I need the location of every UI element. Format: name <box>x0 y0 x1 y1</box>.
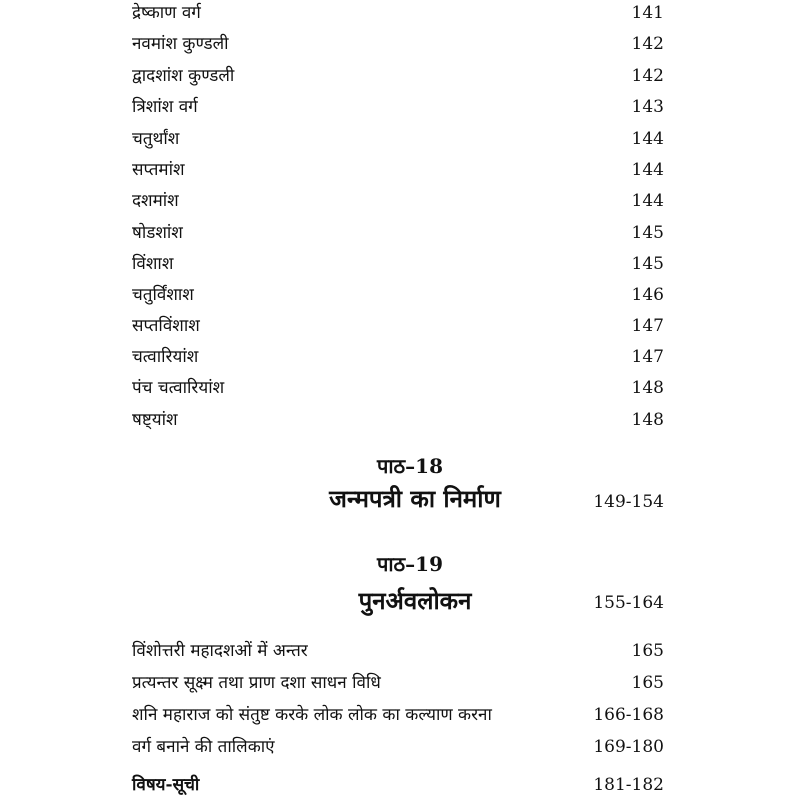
toc-entry <box>132 346 664 368</box>
toc-entry-page: 146 <box>631 285 664 305</box>
toc-entry-title: प्रत्यन्तर सूक्ष्म तथा प्राण दशा साधन विधि <box>132 673 381 693</box>
toc-entry <box>132 2 664 24</box>
toc-entry-page: 148 <box>631 410 664 430</box>
toc-entry-title: पंच चत्वारियांश <box>132 378 225 398</box>
toc-entry <box>132 33 664 55</box>
toc-entry-page: 148 <box>631 378 664 398</box>
toc-entry-title: विंशाश <box>132 254 174 274</box>
toc-entry <box>132 409 664 431</box>
toc-entry-title: वर्ग बनाने की तालिकाएं <box>132 737 275 757</box>
toc-entry <box>132 284 664 306</box>
toc-entry-page: 147 <box>631 316 664 336</box>
toc-entry-page: 181-182 <box>593 775 664 795</box>
toc-entry-title: द्वादशांश कुण्डली <box>132 66 235 86</box>
toc-entry <box>132 253 664 275</box>
toc-entry-page: 144 <box>631 129 664 149</box>
toc-entry <box>132 222 664 244</box>
chapter-page-range: 155-164 <box>593 593 664 613</box>
toc-entry-page: 142 <box>631 66 664 86</box>
toc-entry-title: त्रिशांश वर्ग <box>132 97 198 117</box>
toc-entry-index <box>132 774 664 796</box>
toc-entry <box>132 315 664 337</box>
toc-entry-page: 147 <box>631 347 664 367</box>
toc-entry-title: दशमांश <box>132 191 179 211</box>
toc-entry-page: 143 <box>631 97 664 117</box>
toc-entry-page: 142 <box>631 34 664 54</box>
toc-entry <box>132 640 664 662</box>
toc-entry-title: द्रेष्काण वर्ग <box>132 3 201 23</box>
toc-entry-title: चतुर्विंशाश <box>132 285 194 305</box>
toc-entry-page: 165 <box>631 641 664 661</box>
toc-entry-page: 166-168 <box>593 705 664 725</box>
chapter-number: पाठ–18 <box>377 454 443 478</box>
toc-entry <box>132 704 664 726</box>
toc-entry-page: 169-180 <box>593 737 664 757</box>
toc-entry-title: षष्ट्यांश <box>132 410 178 430</box>
toc-entry-title: चतुर्थांश <box>132 129 180 149</box>
toc-entry-title: विंशोत्तरी महादशओं में अन्तर <box>132 641 308 661</box>
toc-entry <box>132 128 664 150</box>
toc-entry <box>132 96 664 118</box>
toc-entry-title: विषय-सूची <box>132 775 200 795</box>
toc-entry-page: 144 <box>631 191 664 211</box>
toc-entry-title: सप्तविंशाश <box>132 316 200 336</box>
toc-entry-page: 145 <box>631 254 664 274</box>
toc-entry <box>132 377 664 399</box>
toc-entry <box>132 65 664 87</box>
toc-entry <box>132 159 664 181</box>
toc-entry-title: षोडशांश <box>132 223 183 243</box>
chapter-page-range: 149-154 <box>593 492 664 512</box>
toc-entry <box>132 736 664 758</box>
toc-entry-page: 145 <box>631 223 664 243</box>
toc-entry-title: शनि महाराज को संतुष्ट करके लोक लोक का कल्याण करना <box>132 705 492 725</box>
toc-entry <box>132 672 664 694</box>
toc-entry-page: 144 <box>631 160 664 180</box>
chapter-number: पाठ–19 <box>377 552 443 576</box>
toc-entry-title: सप्तमांश <box>132 160 185 180</box>
chapter-title: जन्मपत्री का निर्माण <box>329 484 501 513</box>
toc-entry-title: नवमांश कुण्डली <box>132 34 229 54</box>
toc-entry <box>132 190 664 212</box>
toc-entry-page: 165 <box>631 673 664 693</box>
chapter-title: पुनर्अवलोकन <box>358 586 472 615</box>
toc-entry-page: 141 <box>631 3 664 23</box>
toc-entry-title: चत्वारियांश <box>132 347 199 367</box>
